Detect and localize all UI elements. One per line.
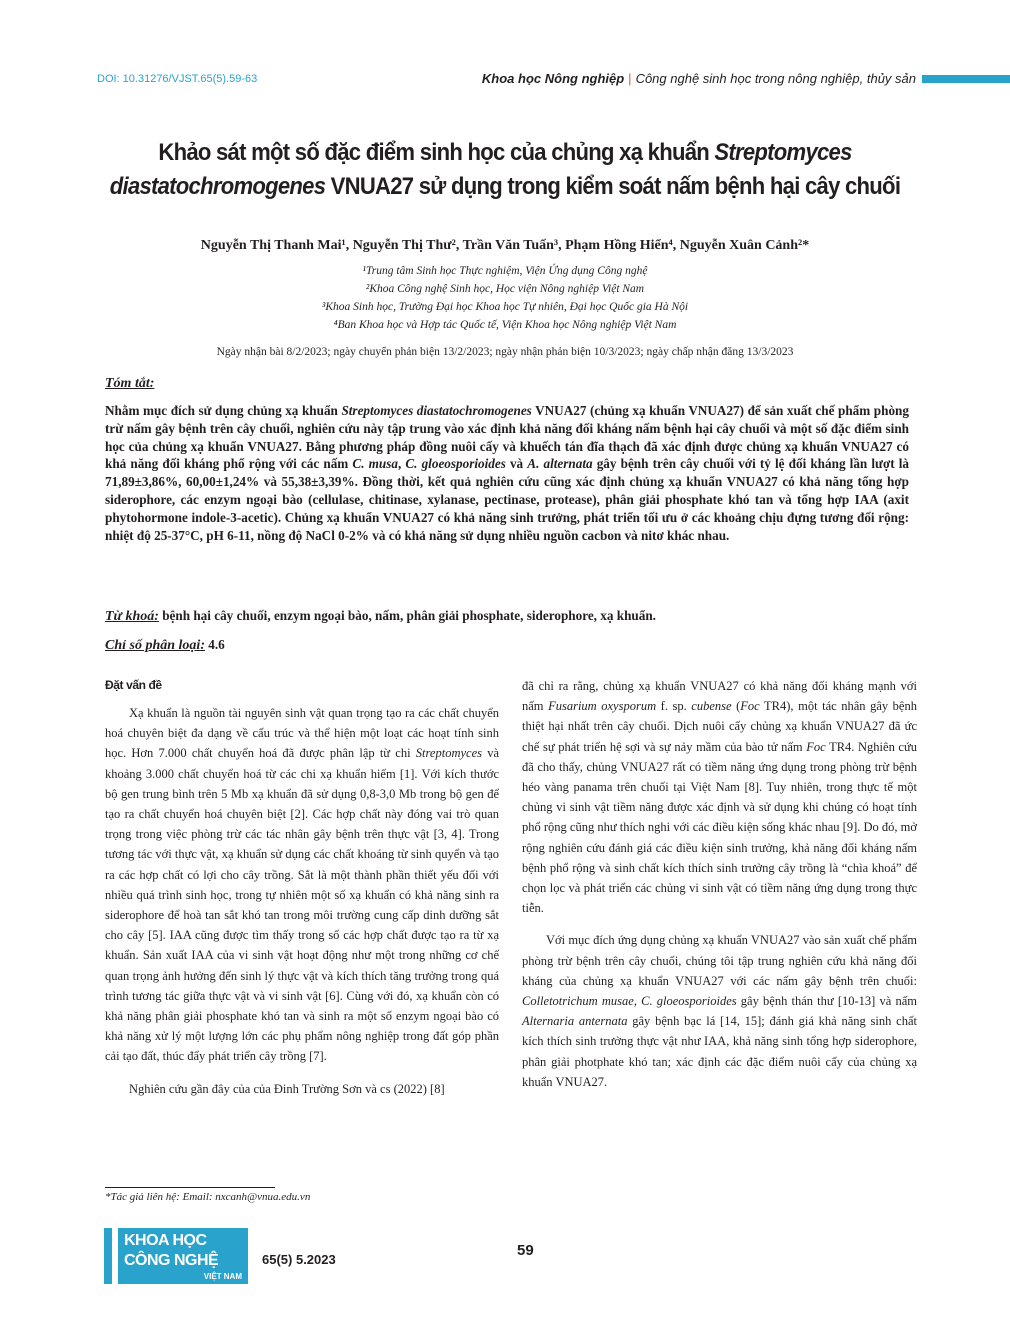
- page-number: 59: [517, 1242, 534, 1259]
- abstract-label: Tóm tắt:: [105, 376, 155, 391]
- right-column: [522, 676, 917, 1104]
- article-title: Khảo sát một số đặc điểm sinh học của chủng xạ khuẩn Streptomyces diastatochromogenes VNUA27 sử dụng trong kiểm soát nấm bệnh hại cây chuối: [109, 139, 901, 200]
- section-heading: Đặt vấn đề: [105, 678, 162, 692]
- corresponding-author-footnote: *Tác giả liên hệ: Email: nxcanh@vnua.edu.vn: [105, 1191, 311, 1203]
- keywords: Từ khoá: bệnh hại cây chuối, enzym ngoại bào, nấm, phân giải phosphate, siderophore, xạ khuẩn.: [105, 608, 656, 624]
- affiliation: ¹Trung tâm Sinh học Thực nghiệm, Viện Ứng dụng Công nghệ: [362, 265, 648, 277]
- subsection-name: Công nghệ sinh học trong nông nghiệp, thủy sản: [635, 71, 916, 86]
- header-accent-bar: [922, 75, 1010, 83]
- paragraph: đã chỉ ra rằng, chủng xạ khuẩn VNUA27 có khả năng đối kháng mạnh với nấm Fusarium oxysporum f. sp. cubense (Foc TR4), một tác nhân gây bệnh thiệt hại nhất trên cây chuối. Dịch nuôi cấy chủng xạ khuẩn VNUA27 đã ức chế sự phát triển hệ sợi và sự nảy mầm của bào tử nấm Foc TR4. Nghiên cứu đã cho thấy, chủng VNUA27 rất có tiềm năng ứng dụng trong phòng trừ bệnh héo vàng panama trên chuối tại Việt Nam [8]. Tuy nhiên, trong thực tế một chủng vi sinh vật tiềm năng được xác định và sử dụng khi chúng có hoạt tính phổ rộng cũng như thích nghi với các điều kiện sống khác nhau [9]. Do đó, mở rộng nghiên cứu đánh giá các điều kiện sinh trưởng, khả năng đối kháng nấm bệnh phổ rộng và sinh chất kích thích sinh trưởng cây trồng là “chìa khoá” để chọn lọc và phát triển các chủng vi sinh vật có tiềm năng ứng dụng trong thực tiễn.: [522, 679, 917, 916]
- section-name: Khoa học Nông nghiệp: [481, 71, 625, 86]
- journal-logo: KHOA HỌC CÔNG NGHỆ VIỆT NAM: [118, 1228, 248, 1284]
- affiliation: ³Khoa Sinh học, Trường Đại học Khoa học Tự nhiên, Đại học Quốc gia Hà Nội: [321, 301, 689, 313]
- paragraph: Nghiên cứu gần đây của của Đinh Trường Sơn và cs (2022) [8]: [129, 1081, 445, 1096]
- paragraph: Xạ khuẩn là nguồn tài nguyên sinh vật quan trọng tạo ra các chất chuyển hoá chuyên biệt đa dạng về cấu trúc và thể hiện một loạt các hoạt tính sinh học. Hơn 7.000 chất chuyển hoá đã được phân lập từ chi Streptomyces và khoảng 3.000 chất chuyển hoá từ các chi xạ khuẩn hiếm [1]. Với kích thước bộ gen trung bình trên 5 Mb xạ khuẩn đã sử dụng 0,8-3,0 Mb trong bộ gen để tạo ra chất chuyển hoá chuyên biệt [2]. Các hợp chất này đóng vai trò quan trọng trong việc phòng trừ các tác nhân gây bệnh trên thực vật [3, 4]. Trong tương tác với thực vật, xạ khuẩn sử dụng các chất khoáng từ sinh quyển và tạo ra các hợp chất có lợi cho cây trồng. Sắt là một thành phần thiết yếu đối với nhiều quá trình sinh học, trong tự nhiên một số xạ khuẩn có khả năng sinh ra siderophore để hoà tan sắt khó tan trong môi trường cung cấp dinh dưỡng sắt cho cây [5]. IAA cũng được tìm thấy trong số các hợp chất được tạo ra từ xạ khuẩn. Sản xuất IAA của vi sinh vật hoạt động như một trong những cơ chế quan trọng ảnh hưởng đến sinh lý thực vật và kích thích tăng trưởng trong quá trình tương tác giữa thực vật và vi sinh vật [6]. Cùng với đó, xạ khuẩn còn có khả năng phân giải phosphate khó tan và sinh ra một số enzym ngoại bào có khả năng xử lý một lượng lớn các phụ phẩm nông nghiệp trong đất góp phần cải tạo đất, thúc đẩy phát triển cây trồng [7].: [105, 706, 499, 1064]
- header-separator: |: [628, 71, 632, 86]
- keywords-label: Từ khoá:: [105, 609, 159, 624]
- classification-label: Chỉ số phân loại:: [105, 638, 205, 653]
- doi[interactable]: DOI: 10.31276/VJST.65(5).59-63: [97, 73, 258, 85]
- issue-number: 65(5) 5.2023: [262, 1252, 336, 1267]
- journal-section-header: [482, 71, 916, 86]
- authors: Nguyễn Thị Thanh Mai¹, Nguyễn Thị Thư², Trần Văn Tuấn³, Phạm Hồng Hiển⁴, Nguyễn Xuân Cảnh²*: [200, 238, 810, 253]
- left-column: [105, 703, 499, 1111]
- footnote-divider: [105, 1187, 275, 1188]
- classification: Chỉ số phân loại: 4.6: [105, 637, 225, 653]
- title-species: Streptomyces diastatochromogenes: [109, 139, 852, 200]
- footer-accent-bar: [104, 1228, 112, 1284]
- affiliation: ⁴Ban Khoa học và Hợp tác Quốc tế, Viện Khoa học Nông nghiệp Việt Nam: [333, 319, 677, 331]
- article-dates: Ngày nhận bài 8/2/2023; ngày chuyển phản biện 13/2/2023; ngày nhận phản biện 10/3/2023; ngày chấp nhận đăng 13/3/2023: [216, 346, 794, 358]
- affiliation: ²Khoa Công nghệ Sinh học, Học viện Nông nghiệp Việt Nam: [365, 283, 645, 295]
- abstract-text: Nhằm mục đích sử dụng chủng xạ khuẩn Streptomyces diastatochromogenes VNUA27 (chủng xạ khuẩn VNUA27) để sản xuất chế phẩm phòng trừ nấm gây bệnh trên cây chuối, nghiên cứu này tập trung vào xác định khả năng đối kháng nấm bệnh hại cây chuối và một số đặc điểm sinh học của chủng xạ khuẩn VNUA27. Bằng phương pháp đồng nuôi cấy và khuếch tán đĩa thạch đã xác định được chủng xạ khuẩn VNUA27 có khả năng đối kháng phổ rộng với các nấm C. musa, C. gloeosporioides và A. alternata gây bệnh trên cây chuối với tỷ lệ đối kháng lần lượt là 71,89±3,86%, 60,00±1,24% và 55,38±3,39%. Đồng thời, kết quả nghiên cứu cũng xác định chủng xạ khuẩn VNUA27 có khả năng tổng hợp siderophore, các enzym ngoại bào (cellulase, chitinase, xylanase, pectinase, protease), phân giải phosphate khó tan và tổng hợp IAA (axit phytohormone indole-3-acetic). Chủng xạ khuẩn VNUA27 có khả năng sinh trưởng, phát triển tối ưu ở các khoảng chịu đựng tương đối rộng: nhiệt độ 25-37°C, pH 6-11, nồng độ NaCl 0-2% và có khả năng sử dụng nhiều nguồn cacbon và nitơ khác nhau.: [105, 403, 910, 543]
- paragraph: Với mục đích ứng dụng chủng xạ khuẩn VNUA27 vào sản xuất chế phẩm phòng trừ bệnh trên cây chuối, chúng tôi tập trung nghiên cứu khả năng đối kháng của chủng xạ khuẩn VNUA27 với các nấm gây bệnh trên chuối: Colletotrichum musae, C. gloeosporioides gây bệnh thán thư [10-13] và nấm Alternaria anternata gây bệnh bạc lá [14, 15]; đánh giá khả năng sinh chất kích thích sinh trưởng thực vật như IAA, khả năng sinh tổng hợp siderophore, phân giải photphate khó tan; xác định các đặc điểm nuôi cấy của chủng xạ khuẩn VNUA27.: [522, 933, 918, 1089]
